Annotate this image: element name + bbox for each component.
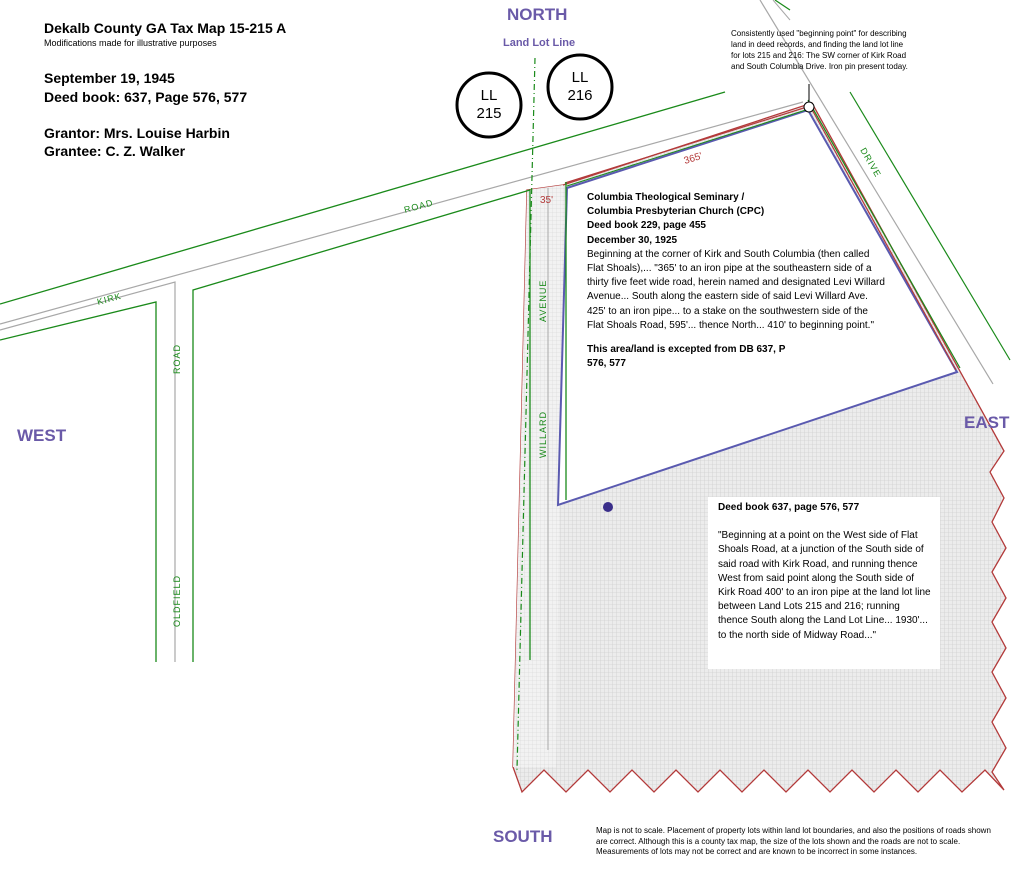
scale-disclaimer: Map is not to scale. Placement of property lots within land lot boundaries, and also the positions of roads shown are correct. Although this is a county tax map, the size of the lots shown and the roads are not to scale. Measurements of lots may not be correct and are known to be incorrect in some instances.	[596, 826, 991, 856]
ll-216-label: LL	[571, 69, 589, 86]
beginning-point-callout: Consistently used "beginning point" for describing land in deed records, and finding the land lot line for lots 215 and 216: The SW corner of Kirk Road and South Columbia Drive. Iron pin present today.	[731, 29, 908, 71]
seminary-description	[587, 191, 887, 371]
seminary-date: December 30, 1925	[587, 234, 678, 246]
ll-216-number: 216	[567, 87, 593, 104]
road-label-willard: WILLARD	[538, 410, 548, 458]
road-label-road-upper: ROAD	[402, 197, 435, 215]
map-subtitle: Modifications made for illustrative purposes	[44, 38, 217, 48]
drive-gray-2	[773, 0, 790, 20]
road-label-drive: DRIVE	[858, 146, 884, 180]
compass-east: EAST	[964, 413, 1010, 432]
deed-date: September 19, 1945	[44, 70, 175, 86]
seminary-title-1: Columbia Theological Seminary /	[587, 192, 745, 203]
kirk-road-south-edge-west	[0, 302, 156, 662]
willard-avenue-corridor	[513, 185, 563, 767]
deed-637-title: Deed book 637, page 576, 577	[718, 502, 860, 513]
measure-365: 365'	[682, 150, 704, 167]
compass-south: SOUTH	[493, 827, 553, 846]
road-label-oldfield: OLDFIELD	[172, 574, 182, 627]
iron-pin-marker	[804, 102, 814, 112]
deed-reference: Deed book: 637, Page 576, 577	[44, 89, 248, 105]
measure-35: 35'	[540, 195, 554, 206]
seminary-exception: This area/land is excepted from DB 637, P 576, 577	[587, 344, 786, 370]
road-label-road-vertical: ROAD	[172, 343, 182, 374]
ll-215-number: 215	[476, 105, 502, 122]
kirk-road-south-edge-mid	[193, 190, 530, 662]
ll-215-label: LL	[480, 87, 498, 104]
grantor: Grantor: Mrs. Louise Harbin	[44, 125, 230, 141]
kirk-road-gray-link	[0, 282, 175, 662]
reference-dot	[603, 502, 613, 512]
compass-west: WEST	[17, 426, 67, 445]
compass-north: NORTH	[507, 5, 568, 24]
road-label-kirk: KIRK	[95, 290, 123, 307]
road-label-avenue: AVENUE	[538, 279, 548, 322]
land-lot-line-label: Land Lot Line	[503, 37, 576, 49]
seminary-deed: Deed book 229, page 455	[587, 220, 706, 232]
deed-637-box	[708, 497, 940, 669]
grantee: Grantee: C. Z. Walker	[44, 143, 186, 159]
map-title: Dekalb County GA Tax Map 15-215 A	[44, 20, 287, 36]
deed-637-quote: "Beginning at a point on the West side of Flat Shoals Road, at a junction of the South side of said road with Kirk Road, and running thence West from said point along the South side of Kirk Road 400' to an iron pipe at the land lot line between Land Lots 215 and 216; running thence South along the Land Lot Line... 1930'... to the north side of Midway Road..."	[718, 530, 931, 641]
seminary-quote: Beginning at the corner of Kirk and South Columbia (then called Flat Shoals),... "365' to an iron pipe at the southeastern side of a thirty five feet wide road, herein named and designated Levi Willard Avenue... South along the eastern side of said Levi Willard Ave. 425' to an iron pipe... to a stake on the southwestern side of the Flat Shoals Road, 595'... thence North... 410' to beginning point."	[587, 248, 885, 331]
seminary-title-2: Columbia Presbyterian Church (CPC)	[587, 206, 765, 218]
